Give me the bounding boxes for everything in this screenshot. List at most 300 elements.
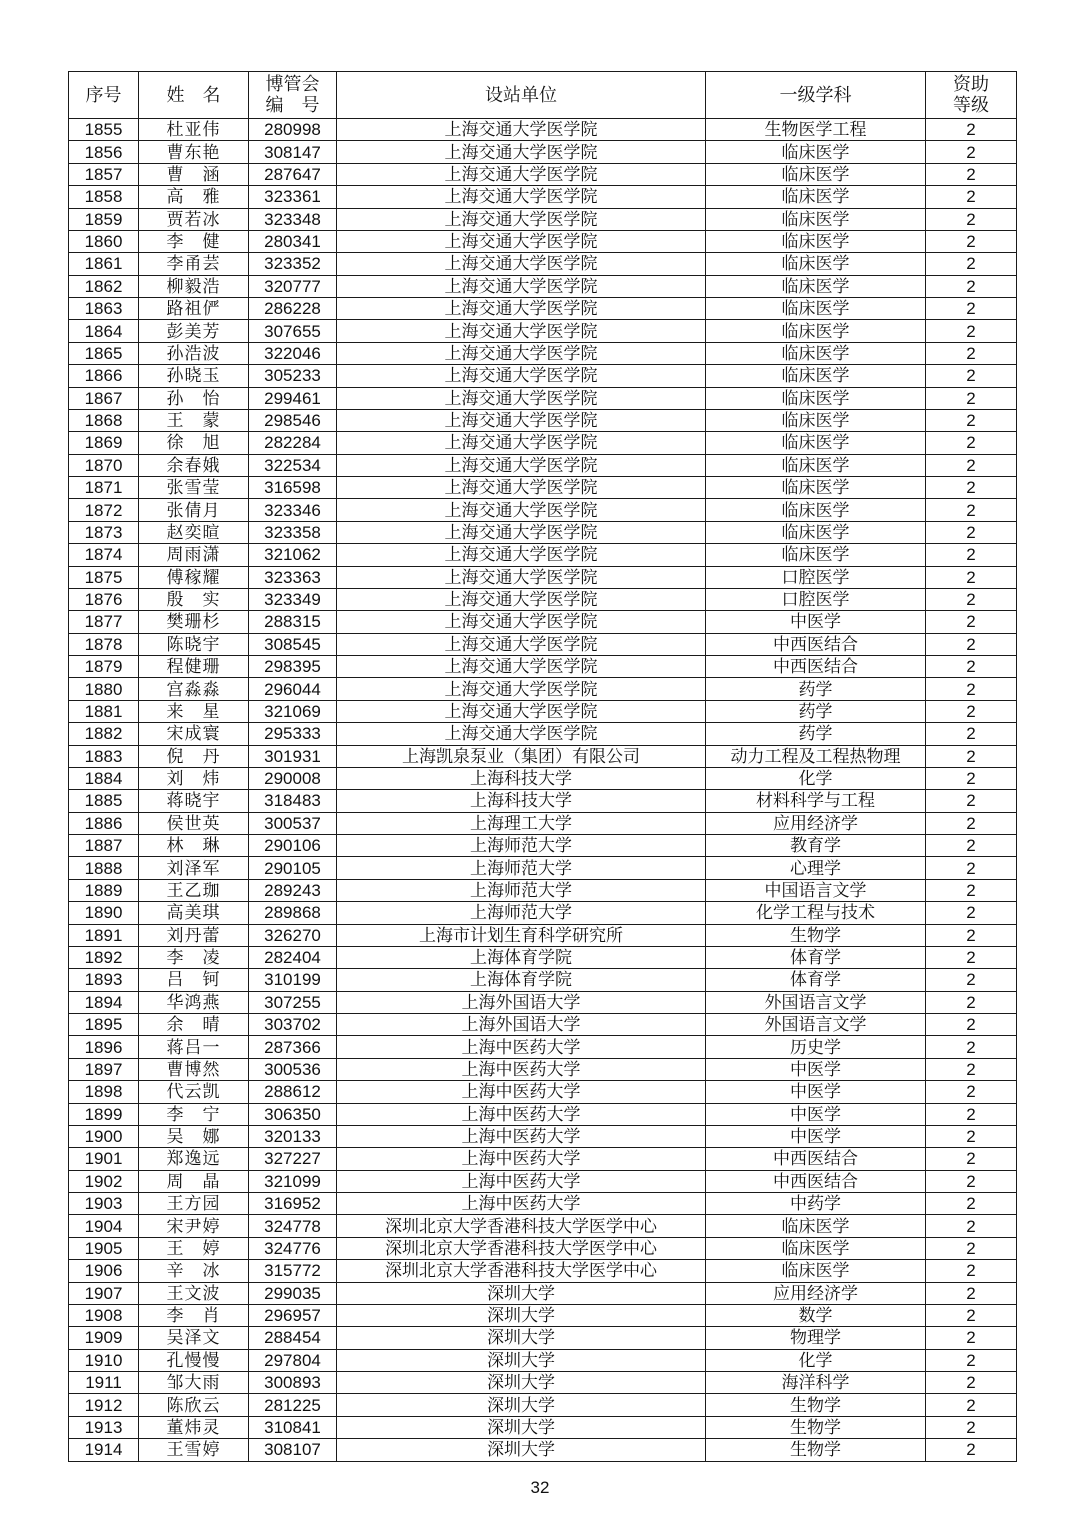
cell-code: 300893 [249,1372,337,1394]
cell-discipline: 临床医学 [706,298,926,320]
cell-name: 林 琳 [139,835,249,857]
cell-seq: 1879 [69,656,139,678]
cell-seq: 1876 [69,588,139,610]
cell-unit: 深圳大学 [337,1304,706,1326]
cell-code: 287647 [249,163,337,185]
cell-unit: 上海交通大学医学院 [337,141,706,163]
cell-discipline: 临床医学 [706,342,926,364]
cell-name: 高 雅 [139,186,249,208]
cell-unit: 上海交通大学医学院 [337,566,706,588]
cell-name: 刘丹蕾 [139,924,249,946]
cell-name: 李 宁 [139,1103,249,1125]
table-row [69,969,1017,991]
cell-code: 298546 [249,409,337,431]
cell-grade: 2 [926,835,1017,857]
cell-discipline: 临床医学 [706,320,926,342]
cell-unit: 上海交通大学医学院 [337,119,706,141]
cell-unit: 上海交通大学医学院 [337,700,706,722]
cell-name: 王方园 [139,1193,249,1215]
cell-grade: 2 [926,253,1017,275]
cell-unit: 上海交通大学医学院 [337,387,706,409]
cell-code: 299035 [249,1282,337,1304]
cell-code: 297804 [249,1349,337,1371]
cell-unit: 深圳大学 [337,1372,706,1394]
table-row [69,298,1017,320]
cell-grade: 2 [926,767,1017,789]
cell-unit: 上海师范大学 [337,902,706,924]
cell-unit: 上海交通大学医学院 [337,298,706,320]
cell-unit: 深圳大学 [337,1394,706,1416]
table-row [69,1282,1017,1304]
cell-grade: 2 [926,1125,1017,1147]
header-grade-line1: 资助 [953,74,989,95]
table-row [69,477,1017,499]
cell-unit: 上海交通大学医学院 [337,409,706,431]
cell-grade: 2 [926,946,1017,968]
cell-seq: 1861 [69,253,139,275]
cell-seq: 1889 [69,879,139,901]
cell-seq: 1888 [69,857,139,879]
cell-name: 代云凯 [139,1081,249,1103]
table-row [69,1416,1017,1438]
cell-grade: 2 [926,700,1017,722]
cell-grade: 2 [926,1394,1017,1416]
table-row [69,1036,1017,1058]
table-row [69,946,1017,968]
cell-code: 316598 [249,477,337,499]
cell-seq: 1856 [69,141,139,163]
cell-discipline: 临床医学 [706,1260,926,1282]
cell-name: 曹博然 [139,1058,249,1080]
cell-name: 李 肖 [139,1304,249,1326]
cell-name: 贾若冰 [139,208,249,230]
cell-seq: 1910 [69,1349,139,1371]
cell-name: 路祖俨 [139,298,249,320]
cell-seq: 1913 [69,1416,139,1438]
cell-name: 宋成寰 [139,723,249,745]
table-row [69,432,1017,454]
cell-discipline: 中西医结合 [706,1148,926,1170]
cell-grade: 2 [926,432,1017,454]
table-row [69,1215,1017,1237]
cell-discipline: 中医学 [706,611,926,633]
cell-grade: 2 [926,991,1017,1013]
cell-discipline: 应用经济学 [706,1282,926,1304]
cell-grade: 2 [926,1416,1017,1438]
cell-grade: 2 [926,163,1017,185]
cell-grade: 2 [926,298,1017,320]
cell-seq: 1908 [69,1304,139,1326]
cell-grade: 2 [926,409,1017,431]
cell-discipline: 物理学 [706,1327,926,1349]
cell-name: 张雪莹 [139,477,249,499]
cell-discipline: 海洋科学 [706,1372,926,1394]
cell-unit: 深圳大学 [337,1349,706,1371]
table-row [69,1148,1017,1170]
cell-unit: 上海交通大学医学院 [337,454,706,476]
cell-code: 305233 [249,365,337,387]
cell-unit: 上海中医药大学 [337,1193,706,1215]
cell-code: 323349 [249,588,337,610]
cell-unit: 上海交通大学医学院 [337,656,706,678]
cell-unit: 上海交通大学医学院 [337,432,706,454]
cell-seq: 1896 [69,1036,139,1058]
cell-code: 327227 [249,1148,337,1170]
cell-discipline: 外国语言文学 [706,991,926,1013]
cell-grade: 2 [926,1349,1017,1371]
cell-seq: 1895 [69,1014,139,1036]
cell-discipline: 临床医学 [706,409,926,431]
cell-seq: 1875 [69,566,139,588]
table-row [69,1439,1017,1461]
cell-seq: 1904 [69,1215,139,1237]
cell-grade: 2 [926,924,1017,946]
cell-discipline: 临床医学 [706,253,926,275]
cell-seq: 1885 [69,790,139,812]
cell-unit: 上海交通大学医学院 [337,678,706,700]
cell-name: 宋尹婷 [139,1215,249,1237]
cell-name: 傅稼耀 [139,566,249,588]
header-grade-line2: 等级 [953,95,989,116]
cell-grade: 2 [926,1304,1017,1326]
cell-code: 306350 [249,1103,337,1125]
cell-seq: 1872 [69,499,139,521]
cell-code: 323361 [249,186,337,208]
cell-code: 310841 [249,1416,337,1438]
cell-grade: 2 [926,812,1017,834]
cell-code: 287366 [249,1036,337,1058]
cell-seq: 1870 [69,454,139,476]
cell-seq: 1883 [69,745,139,767]
cell-seq: 1886 [69,812,139,834]
table-row [69,1327,1017,1349]
cell-discipline: 中西医结合 [706,633,926,655]
cell-code: 321069 [249,700,337,722]
cell-unit: 上海中医药大学 [337,1170,706,1192]
table-row [69,253,1017,275]
cell-unit: 上海中医药大学 [337,1081,706,1103]
cell-code: 288454 [249,1327,337,1349]
table-row [69,1394,1017,1416]
cell-discipline: 化学 [706,767,926,789]
cell-unit: 上海科技大学 [337,790,706,812]
cell-seq: 1865 [69,342,139,364]
cell-discipline: 生物学 [706,1416,926,1438]
cell-name: 曹 涵 [139,163,249,185]
cell-grade: 2 [926,342,1017,364]
cell-grade: 2 [926,499,1017,521]
cell-seq: 1897 [69,1058,139,1080]
cell-discipline: 材料科学与工程 [706,790,926,812]
table-row [69,1349,1017,1371]
cell-unit: 上海体育学院 [337,946,706,968]
cell-seq: 1901 [69,1148,139,1170]
cell-grade: 2 [926,208,1017,230]
cell-code: 323352 [249,253,337,275]
table-row [69,342,1017,364]
cell-unit: 上海中医药大学 [337,1125,706,1147]
cell-name: 蒋吕一 [139,1036,249,1058]
cell-grade: 2 [926,1439,1017,1461]
cell-name: 余 晴 [139,1014,249,1036]
cell-name: 郑逸远 [139,1148,249,1170]
cell-discipline: 中西医结合 [706,656,926,678]
cell-code: 310199 [249,969,337,991]
cell-name: 邹大雨 [139,1372,249,1394]
cell-seq: 1903 [69,1193,139,1215]
cell-unit: 上海交通大学医学院 [337,320,706,342]
page-number: 32 [530,1478,550,1497]
cell-unit: 上海中医药大学 [337,1036,706,1058]
cell-discipline: 化学工程与技术 [706,902,926,924]
cell-name: 李 凌 [139,946,249,968]
cell-seq: 1900 [69,1125,139,1147]
cell-name: 徐 旭 [139,432,249,454]
table-row [69,320,1017,342]
table-row [69,1170,1017,1192]
table-row [69,1058,1017,1080]
cell-grade: 2 [926,1036,1017,1058]
cell-discipline: 临床医学 [706,163,926,185]
cell-name: 董炜灵 [139,1416,249,1438]
table-row [69,790,1017,812]
cell-code: 315772 [249,1260,337,1282]
cell-name: 王文波 [139,1282,249,1304]
table-row [69,857,1017,879]
cell-code: 322046 [249,342,337,364]
cell-unit: 上海交通大学医学院 [337,342,706,364]
cell-seq: 1881 [69,700,139,722]
cell-code: 281225 [249,1394,337,1416]
cell-code: 286228 [249,298,337,320]
cell-name: 陈晓宇 [139,633,249,655]
cell-code: 308107 [249,1439,337,1461]
cell-grade: 2 [926,1372,1017,1394]
table-row [69,656,1017,678]
table-row [69,588,1017,610]
cell-name: 周雨潇 [139,544,249,566]
table-row [69,700,1017,722]
cell-unit: 上海交通大学医学院 [337,633,706,655]
table-row [69,611,1017,633]
cell-unit: 上海交通大学医学院 [337,186,706,208]
cell-code: 296957 [249,1304,337,1326]
cell-name: 辛 冰 [139,1260,249,1282]
cell-grade: 2 [926,678,1017,700]
header-name: 姓 名 [139,72,249,119]
cell-discipline: 体育学 [706,946,926,968]
cell-name: 曹东艳 [139,141,249,163]
cell-discipline: 中西医结合 [706,1170,926,1192]
cell-grade: 2 [926,320,1017,342]
cell-seq: 1878 [69,633,139,655]
cell-grade: 2 [926,611,1017,633]
cell-code: 322534 [249,454,337,476]
cell-seq: 1891 [69,924,139,946]
cell-name: 程健珊 [139,656,249,678]
cell-code: 280341 [249,230,337,252]
table-row [69,1304,1017,1326]
cell-unit: 上海交通大学医学院 [337,521,706,543]
cell-code: 288612 [249,1081,337,1103]
cell-unit: 深圳大学 [337,1416,706,1438]
cell-seq: 1882 [69,723,139,745]
cell-discipline: 教育学 [706,835,926,857]
cell-unit: 上海交通大学医学院 [337,499,706,521]
cell-name: 蒋晓宇 [139,790,249,812]
cell-name: 吴泽文 [139,1327,249,1349]
cell-name: 张倩月 [139,499,249,521]
cell-seq: 1911 [69,1372,139,1394]
cell-discipline: 中医学 [706,1103,926,1125]
cell-name: 宫淼淼 [139,678,249,700]
cell-grade: 2 [926,1170,1017,1192]
cell-grade: 2 [926,119,1017,141]
cell-code: 295333 [249,723,337,745]
table-row [69,521,1017,543]
cell-seq: 1902 [69,1170,139,1192]
cell-name: 高美琪 [139,902,249,924]
cell-code: 307655 [249,320,337,342]
cell-grade: 2 [926,1260,1017,1282]
cell-unit: 上海交通大学医学院 [337,588,706,610]
cell-code: 307255 [249,991,337,1013]
header-grade [926,72,1017,119]
cell-code: 316952 [249,1193,337,1215]
cell-name: 殷 实 [139,588,249,610]
cell-seq: 1866 [69,365,139,387]
cell-code: 289868 [249,902,337,924]
cell-seq: 1860 [69,230,139,252]
cell-code: 324778 [249,1215,337,1237]
table-row [69,566,1017,588]
table-row [69,902,1017,924]
cell-discipline: 临床医学 [706,521,926,543]
cell-name: 孙 怡 [139,387,249,409]
table-row [69,879,1017,901]
cell-code: 320777 [249,275,337,297]
cell-name: 周 晶 [139,1170,249,1192]
cell-code: 324776 [249,1237,337,1259]
cell-discipline: 药学 [706,723,926,745]
cell-unit: 深圳北京大学香港科技大学医学中心 [337,1215,706,1237]
cell-discipline: 药学 [706,700,926,722]
cell-grade: 2 [926,186,1017,208]
cell-name: 孙晓玉 [139,365,249,387]
table-row [69,387,1017,409]
cell-discipline: 临床医学 [706,1237,926,1259]
cell-seq: 1880 [69,678,139,700]
cell-code: 323358 [249,521,337,543]
cell-code: 290105 [249,857,337,879]
header-code [249,72,337,119]
cell-discipline: 口腔医学 [706,588,926,610]
cell-name: 刘 炜 [139,767,249,789]
cell-code: 298395 [249,656,337,678]
cell-name: 赵奕暄 [139,521,249,543]
cell-name: 彭美芳 [139,320,249,342]
cell-code: 280998 [249,119,337,141]
cell-grade: 2 [926,1103,1017,1125]
cell-code: 326270 [249,924,337,946]
cell-unit: 上海交通大学医学院 [337,723,706,745]
cell-seq: 1863 [69,298,139,320]
cell-discipline: 临床医学 [706,275,926,297]
cell-grade: 2 [926,588,1017,610]
cell-code: 321099 [249,1170,337,1192]
cell-unit: 上海理工大学 [337,812,706,834]
cell-unit: 上海师范大学 [337,879,706,901]
cell-unit: 深圳北京大学香港科技大学医学中心 [337,1260,706,1282]
cell-unit: 上海交通大学医学院 [337,163,706,185]
cell-name: 来 星 [139,700,249,722]
cell-discipline: 临床医学 [706,454,926,476]
cell-name: 华鸿燕 [139,991,249,1013]
header-code-line2: 编 号 [265,95,320,116]
cell-grade: 2 [926,275,1017,297]
cell-unit: 上海市计划生育科学研究所 [337,924,706,946]
cell-discipline: 口腔医学 [706,566,926,588]
table-row [69,409,1017,431]
cell-discipline: 生物医学工程 [706,119,926,141]
cell-code: 308545 [249,633,337,655]
cell-unit: 深圳大学 [337,1327,706,1349]
cell-unit: 上海交通大学医学院 [337,253,706,275]
cell-name: 侯世英 [139,812,249,834]
cell-discipline: 中医学 [706,1081,926,1103]
table-row [69,186,1017,208]
cell-seq: 1907 [69,1282,139,1304]
cell-grade: 2 [926,521,1017,543]
table-row [69,119,1017,141]
table-row [69,1081,1017,1103]
cell-unit: 上海交通大学医学院 [337,611,706,633]
table-row [69,1103,1017,1125]
table-row [69,365,1017,387]
cell-seq: 1909 [69,1327,139,1349]
cell-discipline: 数学 [706,1304,926,1326]
cell-code: 301931 [249,745,337,767]
cell-grade: 2 [926,454,1017,476]
cell-code: 300536 [249,1058,337,1080]
cell-grade: 2 [926,1058,1017,1080]
cell-grade: 2 [926,141,1017,163]
cell-name: 吕 钶 [139,969,249,991]
cell-discipline: 应用经济学 [706,812,926,834]
cell-unit: 上海交通大学医学院 [337,544,706,566]
cell-seq: 1869 [69,432,139,454]
cell-code: 321062 [249,544,337,566]
table-row [69,812,1017,834]
cell-name: 李 健 [139,230,249,252]
table-row [69,991,1017,1013]
cell-code: 303702 [249,1014,337,1036]
table-row [69,208,1017,230]
table-row [69,163,1017,185]
table-row [69,1260,1017,1282]
cell-unit: 上海中医药大学 [337,1103,706,1125]
cell-grade: 2 [926,544,1017,566]
table-row [69,499,1017,521]
cell-name: 王 婷 [139,1237,249,1259]
cell-discipline: 生物学 [706,1394,926,1416]
cell-seq: 1867 [69,387,139,409]
cell-discipline: 临床医学 [706,208,926,230]
cell-code: 290106 [249,835,337,857]
cell-grade: 2 [926,902,1017,924]
table-row [69,544,1017,566]
cell-code: 288315 [249,611,337,633]
